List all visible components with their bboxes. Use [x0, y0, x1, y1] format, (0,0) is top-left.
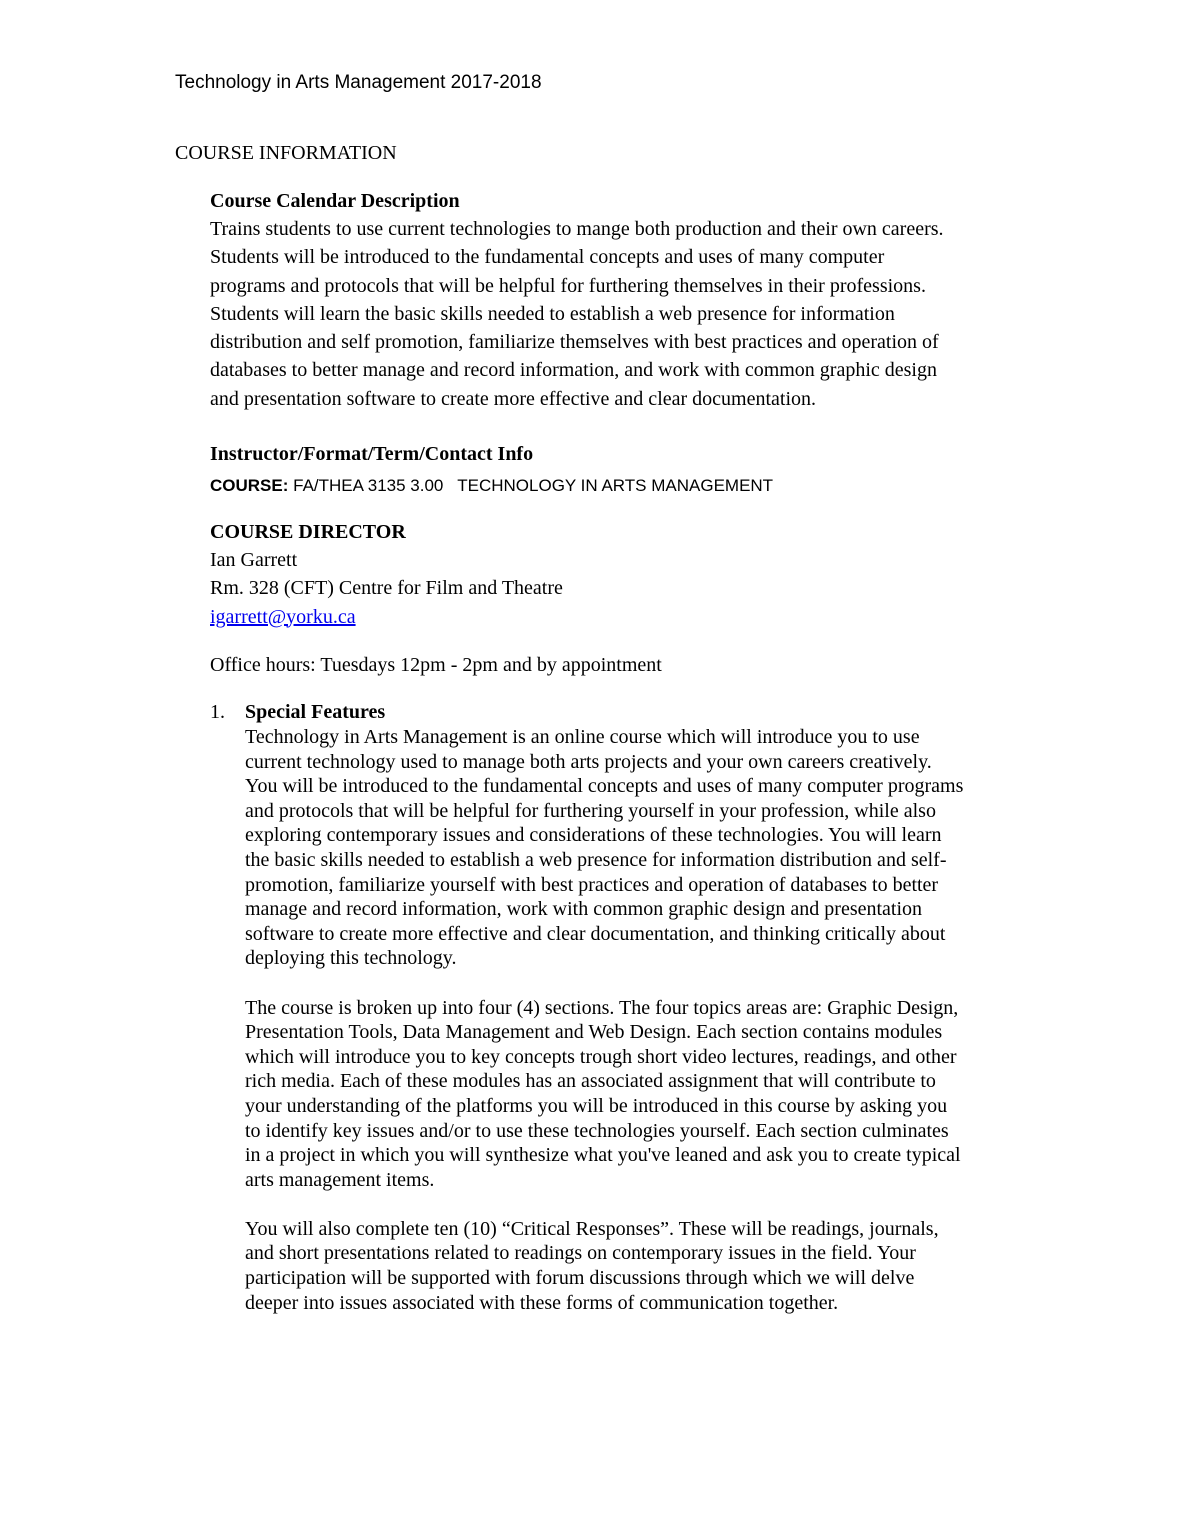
course-label: COURSE: [210, 476, 289, 495]
director-heading: COURSE DIRECTOR [210, 521, 406, 543]
paragraph-line: arts management items. [245, 1168, 435, 1191]
director-email-link[interactable]: igarrett@yorku.ca [210, 605, 356, 628]
director-room: Rm. 328 (CFT) Centre for Film and Theatre [210, 577, 563, 600]
document-header: Technology in Arts Management 2017-2018 [175, 72, 542, 93]
course-value: FA/THEA 3135 3.00 TECHNOLOGY IN ARTS MANAGEMENT [288, 476, 774, 495]
special-features-paragraph-3 [245, 1217, 1030, 1315]
calendar-line: databases to better manage and record information, and work with common graphic design [210, 359, 937, 382]
paragraph-line: to identify key issues and/or to use these technologies yourself. Each section culminates [245, 1119, 949, 1142]
paragraph-line: and short presentations related to readings on contemporary issues in the field. Your [245, 1242, 916, 1265]
paragraph-line: deeper into issues associated with these forms of communication together. [245, 1291, 839, 1314]
calendar-line: and presentation software to create more effective and clear documentation. [210, 387, 817, 410]
paragraph-line: The course is broken up into four (4) sections. The four topics areas are: Graphic Design, [245, 996, 959, 1019]
director-details [210, 546, 1030, 631]
instructor-heading: Instructor/Format/Term/Contact Info [210, 443, 534, 465]
calendar-line: Students will be introduced to the fundamental concepts and uses of many computer [210, 246, 885, 269]
calendar-line: Students will learn the basic skills needed to establish a web presence for information [210, 302, 895, 325]
calendar-line: programs and protocols that will be helpful for furthering themselves in their professions. [210, 274, 926, 297]
calendar-description [210, 187, 1030, 413]
special-features-paragraph-2 [245, 996, 1030, 1193]
calendar-line: distribution and self promotion, familiarize themselves with best practices and operation of [210, 331, 939, 354]
paragraph-spacer [245, 971, 1030, 996]
paragraph-line: which will introduce you to key concepts trough short video lectures, readings, and other [245, 1045, 957, 1068]
paragraph-line: promotion, familiarize yourself with best practices and operation of databases to better [245, 873, 939, 896]
paragraph-line: You will also complete ten (10) “Critical Responses”. These will be readings, journals, [245, 1217, 939, 1240]
office-hours: Office hours: Tuesdays 12pm - 2pm and by appointment [210, 654, 662, 676]
paragraph-line: and protocols that will be helpful for furthering yourself in your profession, while also [245, 799, 936, 822]
paragraph-line: rich media. Each of these modules has an associated assignment that will contribute to [245, 1070, 936, 1093]
paragraph-line: manage and record information, work with common graphic design and presentation [245, 898, 923, 921]
section-heading: COURSE INFORMATION [175, 142, 397, 164]
course-line [210, 474, 1030, 498]
special-features-content [245, 699, 1030, 1315]
paragraph-line: in a project in which you will synthesize what you've leaned and ask you to create typical [245, 1144, 961, 1167]
paragraph-line: Presentation Tools, Data Management and Web Design. Each section contains modules [245, 1021, 943, 1044]
paragraph-line: participation will be supported with forum discussions through which we will delve [245, 1267, 915, 1290]
special-features-title: Special Features [245, 701, 386, 723]
paragraph-line: the basic skills needed to establish a web presence for information distribution and self- [245, 848, 947, 871]
paragraph-line: exploring contemporary issues and considerations of these technologies. You will learn [245, 824, 942, 847]
calendar-heading: Course Calendar Description [210, 190, 460, 212]
paragraph-spacer [245, 1192, 1030, 1217]
special-features-paragraph-1 [245, 725, 1030, 971]
paragraph-line: deploying this technology. [245, 947, 457, 970]
calendar-text [210, 215, 1030, 413]
paragraph-line: current technology used to manage both arts projects and your own careers creatively. [245, 750, 932, 773]
paragraph-line: Technology in Arts Management is an online course which will introduce you to use [245, 726, 920, 748]
calendar-line: Trains students to use current technologies to mange both production and their own careers. [210, 218, 944, 240]
course-director [210, 518, 1030, 631]
director-name: Ian Garrett [210, 549, 298, 571]
instructor-info [210, 440, 1030, 498]
list-number: 1. [210, 701, 225, 723]
paragraph-line: software to create more effective and clear documentation, and thinking critically about [245, 922, 946, 945]
paragraph-line: You will be introduced to the fundamental concepts and uses of many computer programs [245, 775, 964, 798]
paragraph-line: your understanding of the platforms you will be introduced in this course by asking you [245, 1094, 948, 1117]
